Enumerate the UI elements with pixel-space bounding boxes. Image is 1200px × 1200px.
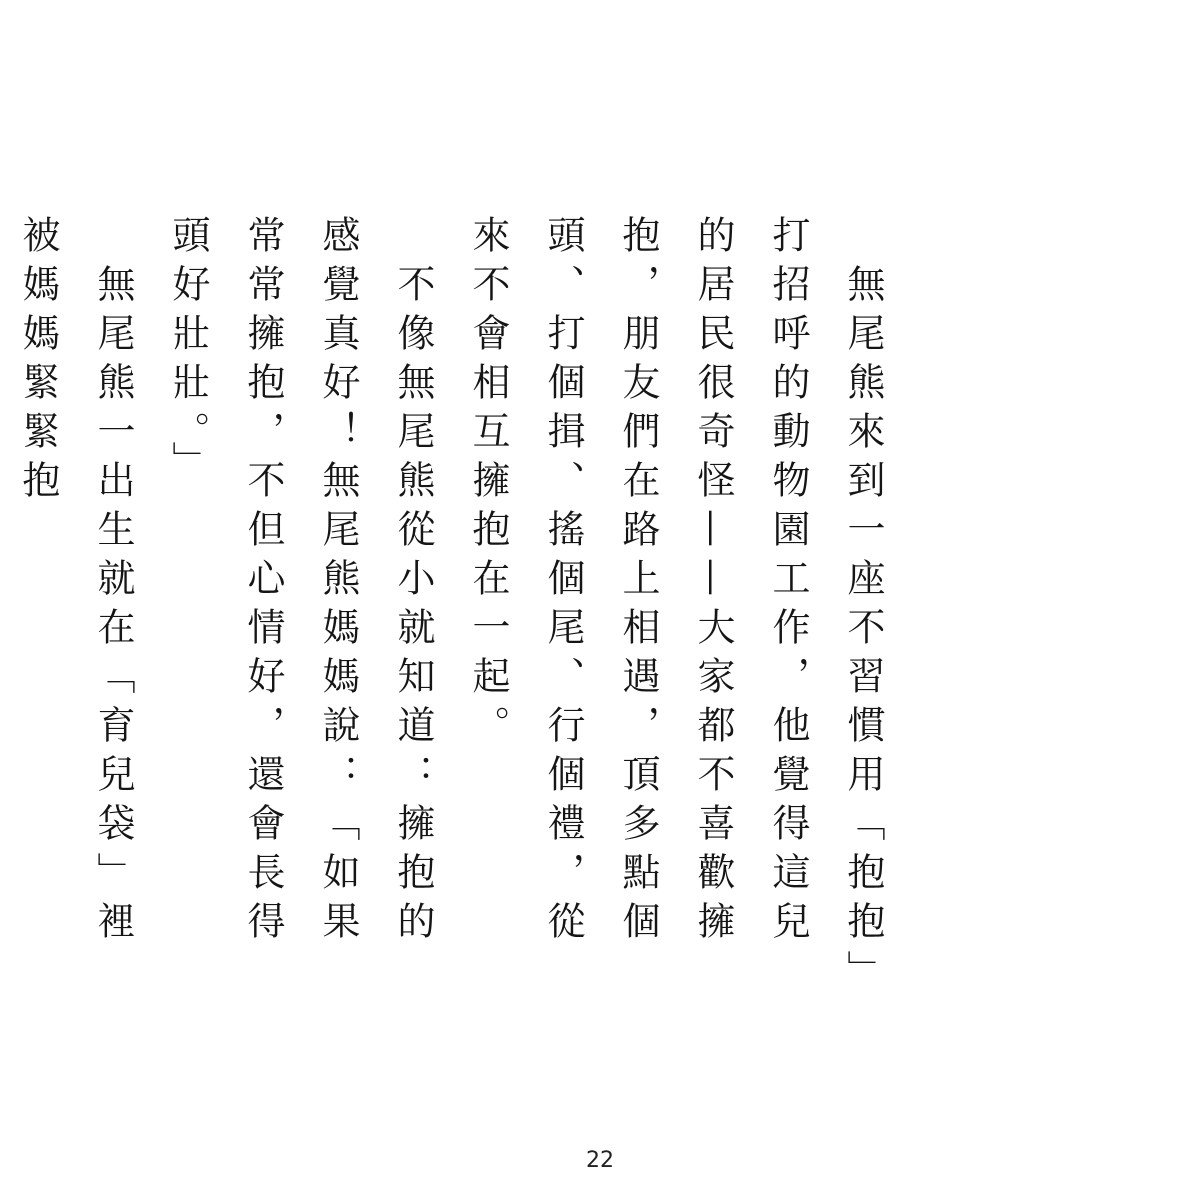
page-number: 22 <box>586 1148 614 1173</box>
paragraph-1: 無尾熊來到一座不習慣用「抱抱」打招呼的動物園工作，他覺得這兒的居民很奇怪——大家都不喜歡擁抱，朋友們在路上相遇，頂多點個頭、打個揖、搖個尾、行個禮，從來不會相互擁抱在一起。 <box>466 215 885 980</box>
paragraph-3: 無尾熊一出生就在「育兒袋」裡被媽媽緊緊抱 <box>16 215 135 950</box>
paragraph-2: 不像無尾熊從小就知道：擁抱的感覺真好！無尾熊媽媽說：「如果常常擁抱，不但心情好，還會長得頭好壯壯。」 <box>166 215 435 950</box>
vertical-text-body <box>0 215 900 995</box>
